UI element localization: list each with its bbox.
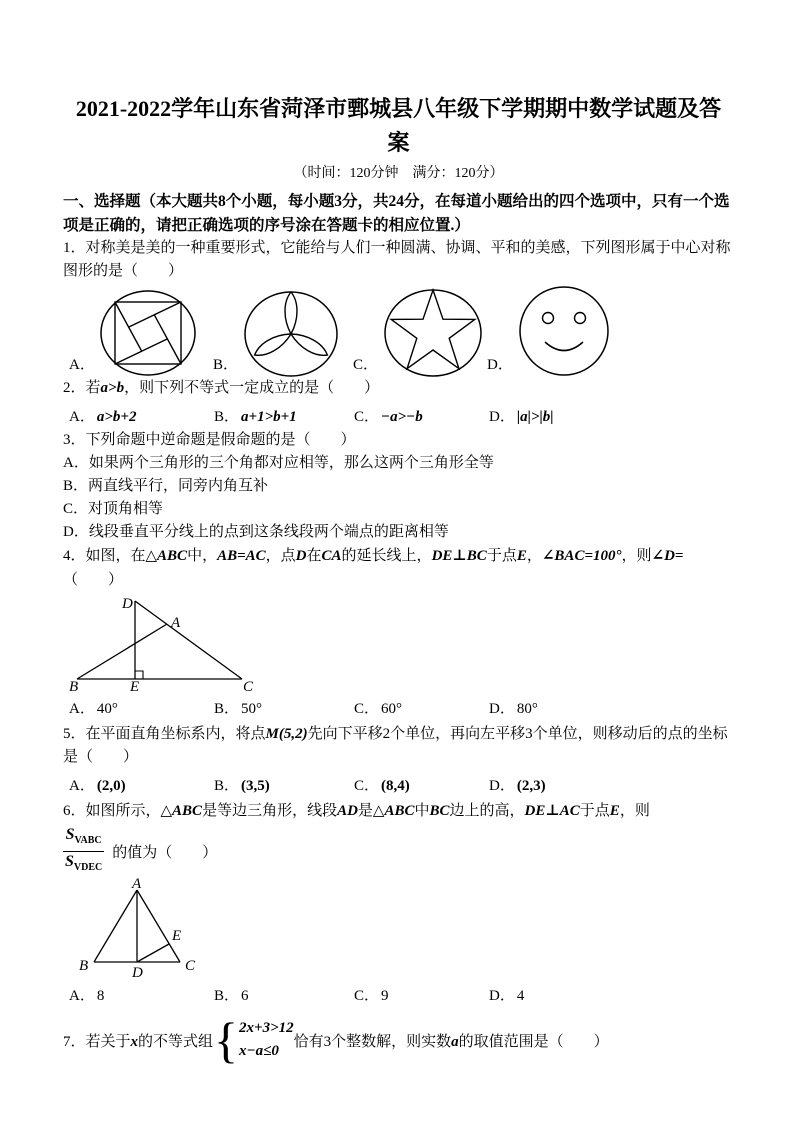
q6-option-c: C． 9 — [354, 988, 389, 1004]
q2-option-b: B． a+1>b+1 — [214, 409, 297, 425]
q4-option-d: D． 80° — [489, 701, 538, 717]
q4-triangle-figure — [67, 594, 267, 692]
five-pointed-star-in-circle-figure — [381, 287, 485, 377]
q5-option-c: C． (8,4) — [354, 778, 410, 794]
q6-fraction: $\frac{S_{VABC}}{S_{VDEC}}$ — [65, 826, 103, 873]
q6-label-A: A — [132, 877, 142, 892]
q1-option-d-label: D． — [487, 357, 513, 373]
smiley-face-figure — [516, 285, 612, 377]
question-1-stem: 1．对称美是美的一种重要形式，它能给与人们一种圆满、协调、平和的美感，下列图形属于中心对称图形的是（ ） — [63, 240, 731, 279]
q5-option-a: A． (2,0) — [69, 778, 126, 794]
q4-label-C: C — [243, 679, 254, 692]
question-1-figures — [63, 285, 734, 377]
q6-triangle-figure — [69, 877, 219, 979]
question-6-stem: 6．如图所示，△ABC是等边三角形，线段AD是△ABC中BC边上的高，DE⊥AC于点E，则 — [63, 803, 650, 819]
q3-option-a: A．如果两个三角形的三个角都对应相等，那么这两个三角形全等 — [63, 455, 494, 471]
q5-option-d: D． (2,3) — [489, 778, 546, 794]
q7-inequality-system: 2x+3>12 x−a≤0 — [239, 1020, 294, 1059]
question-5-options — [63, 771, 734, 798]
pinwheel-square-in-circle-figure — [98, 289, 198, 377]
q6-label-C: C — [185, 958, 196, 974]
question-6-options — [63, 981, 734, 1008]
q1-option-a — [69, 289, 198, 377]
q1-option-c-label: C． — [353, 357, 379, 373]
three-petal-in-circle-figure — [241, 289, 341, 377]
q1-option-b — [213, 289, 341, 377]
q6-after-fraction: 的值为（ ） — [112, 844, 218, 861]
question-4-options — [63, 694, 734, 721]
q6-label-E: E — [172, 928, 182, 944]
q1-option-a-label: A． — [69, 357, 95, 373]
q1-option-b-label: B． — [213, 357, 239, 373]
q2-option-c: C． −a>−b — [354, 409, 423, 425]
q4-label-E: E — [130, 679, 140, 692]
q4-label-A: A — [171, 615, 181, 631]
question-5-stem: 5．在平面直角坐标系内，将点M(5,2)先向下平移2个单位，再向左平移3个单位，则移动后的点的坐标是（ ） — [63, 726, 728, 765]
q5-option-b: B． (3,5) — [214, 778, 270, 794]
q6-option-b: B． 6 — [214, 988, 249, 1004]
question-2-options — [63, 402, 734, 429]
question-7-stem — [63, 1012, 734, 1068]
q1-option-d — [487, 285, 612, 377]
exam-time-score: （时间：120分钟 满分：120分） — [293, 166, 504, 181]
q6-label-D: D — [132, 965, 143, 979]
section1-heading: 一、选择题（本大题共8个小题，每小题3分，共24分，在每道小题给出的四个选项中，只有一个选项是正确的，请把正确选项的序号涂在答题卡的相应位置.） — [63, 193, 730, 234]
q3-option-b: B．两直线平行，同旁内角互补 — [63, 478, 269, 494]
q4-option-b: B． 50° — [214, 701, 263, 717]
q7-stem-post: 恰有3个整数解，则实数a的取值范围是（ ） — [293, 1033, 609, 1050]
q2-option-d: D． |a|>|b| — [489, 409, 554, 425]
q4-option-a: A． 40° — [69, 701, 118, 717]
q6-label-B: B — [79, 958, 89, 974]
q3-option-c: C．对顶角相等 — [63, 501, 164, 517]
question-4-stem: 4．如图，在△ABC中，AB=AC，点D在CA的延长线上，DE⊥BC于点E，∠BAC=100°，则∠D=（ ） — [63, 548, 684, 588]
q7-stem-pre: 7．若关于x的不等式组 — [63, 1033, 214, 1050]
q2-option-a: A． a>b+2 — [69, 409, 137, 425]
q1-option-c — [353, 287, 485, 377]
q4-label-B: B — [69, 679, 79, 692]
question-3-stem: 3．下列命题中逆命题是假命题的是（ ） — [63, 432, 356, 448]
q7-brace: { — [214, 1012, 239, 1068]
q3-option-d: D．线段垂直平分线上的点到这条线段两个端点的距离相等 — [63, 524, 449, 540]
question-6-fraction-line — [63, 825, 734, 877]
question-2-stem: 2．若a>b，则下列不等式一定成立的是（ ） — [63, 380, 380, 396]
q4-label-D: D — [122, 596, 133, 612]
q6-option-d: D． 4 — [489, 988, 525, 1004]
q4-option-c: C． 60° — [354, 701, 403, 717]
q6-option-a: A． 8 — [69, 988, 105, 1004]
page-title: 2021-2022学年山东省菏泽市鄄城县八年级下学期期中数学试题及答案 — [75, 96, 722, 155]
